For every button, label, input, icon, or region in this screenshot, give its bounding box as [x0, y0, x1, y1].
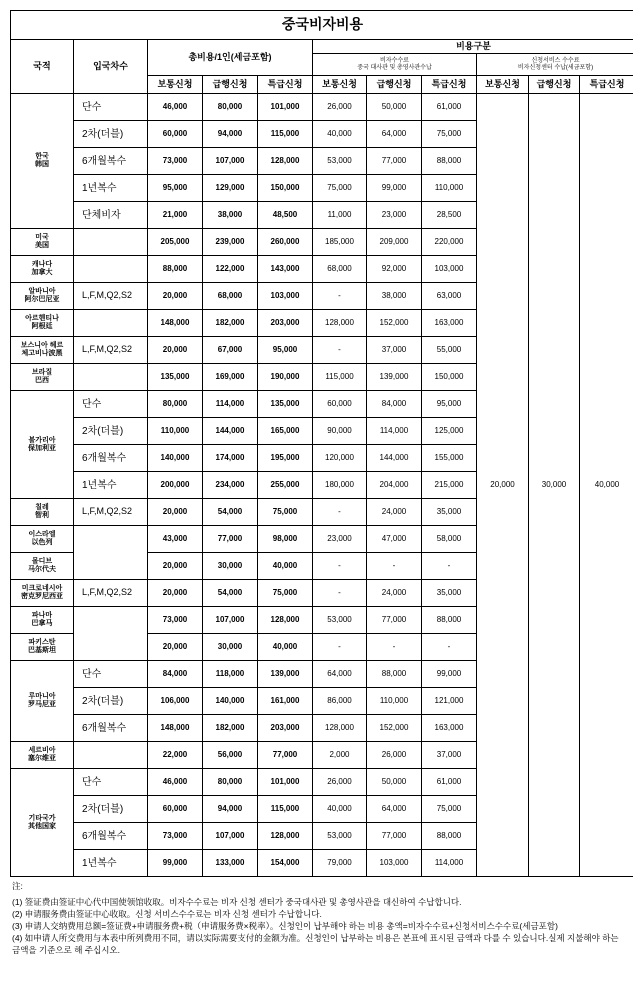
entry-type-cell: 1년복수: [74, 850, 148, 877]
notes-heading: 注:: [12, 881, 23, 891]
country-cell: [11, 526, 74, 553]
visa-fee-urgent-cell: 88,000: [422, 148, 477, 175]
country-name-zh: 马尔代夫: [28, 566, 56, 573]
total-urgent-cell: 143,000: [258, 256, 313, 283]
visa-fee-express-cell: 77,000: [367, 607, 422, 634]
visa-fee-express-cell: 88,000: [367, 661, 422, 688]
total-express-cell: 234,000: [203, 472, 258, 499]
total-express-cell: 54,000: [203, 580, 258, 607]
entry-type-cell: 6개월복수: [74, 148, 148, 175]
visa-fee-urgent-cell: 35,000: [422, 499, 477, 526]
total-urgent-cell: 103,000: [258, 283, 313, 310]
total-express-cell: 94,000: [203, 121, 258, 148]
country-cell: [11, 256, 74, 283]
header-total-express: 급행신청: [203, 76, 258, 94]
header-service-express: 급행신청: [529, 76, 580, 94]
country-name-zh: 巴基斯坦: [28, 647, 56, 654]
country-cell: [11, 607, 74, 634]
visa-fee-express-cell: 144,000: [367, 445, 422, 472]
service-fee-urgent-cell: 40,000: [580, 94, 633, 877]
service-fee-note: 비자신청센터 수납(세금포함): [517, 64, 594, 71]
visa-fee-normal-cell: 53,000: [313, 148, 367, 175]
country-name-zh: 加拿大: [31, 269, 53, 276]
visa-fee-urgent-cell: 63,000: [422, 283, 477, 310]
country-cell: [11, 742, 74, 769]
total-express-cell: 122,000: [203, 256, 258, 283]
total-express-cell: 80,000: [203, 94, 258, 121]
header-service-normal: 보통신청: [477, 76, 529, 94]
visa-fee-urgent-cell: 99,000: [422, 661, 477, 688]
total-normal-cell: 20,000: [148, 337, 203, 364]
header-service-fee: [477, 54, 633, 76]
service-fee-normal-cell: 20,000: [477, 94, 529, 877]
total-normal-cell: 20,000: [148, 580, 203, 607]
entry-type-cell: 2차(더블): [74, 418, 148, 445]
note-item: (2) 申请服务费由签证中心收取。신청 서비스수수료는 비자 신청 센터가 수납합니다.: [12, 909, 322, 919]
total-express-cell: 77,000: [203, 526, 258, 553]
visa-fee-urgent-cell: 163,000: [422, 310, 477, 337]
visa-fee-normal-cell: 75,000: [313, 175, 367, 202]
country-name-zh: 其他国家: [28, 822, 56, 830]
total-normal-cell: 46,000: [148, 94, 203, 121]
visa-fee-normal-cell: 64,000: [313, 661, 367, 688]
total-urgent-cell: 101,000: [258, 769, 313, 796]
entry-type-cell: 2차(더블): [74, 796, 148, 823]
country-name-zh: 以色列: [31, 539, 53, 546]
total-urgent-cell: 128,000: [258, 823, 313, 850]
header-visa-express: 급행신청: [367, 76, 422, 94]
total-express-cell: 107,000: [203, 823, 258, 850]
total-express-cell: 30,000: [203, 553, 258, 580]
country-name-zh: 체고비나波黑: [21, 350, 63, 357]
total-urgent-cell: 75,000: [258, 580, 313, 607]
header-total-normal: 보통신청: [148, 76, 203, 94]
country-name-zh: 保加利亚: [28, 444, 56, 452]
country-name-ko: 이스라엘: [28, 531, 56, 539]
header-service-urgent: 특급신청: [580, 76, 633, 94]
entry-type-cell: L,F,M,Q2,S2: [74, 337, 148, 364]
service-fee-express-cell: 30,000: [529, 94, 580, 877]
total-normal-cell: 20,000: [148, 634, 203, 661]
total-express-cell: 174,000: [203, 445, 258, 472]
total-normal-cell: 140,000: [148, 445, 203, 472]
country-name-ko: 칠레: [35, 504, 49, 512]
entry-type-cell: [74, 310, 148, 337]
country-name-ko: 알바니아: [28, 288, 56, 296]
fee-table-body: [11, 94, 633, 877]
country-name-zh: 韩国: [35, 161, 49, 168]
entry-type-cell: 단체비자: [74, 202, 148, 229]
country-cell: [11, 310, 74, 337]
visa-fee-express-cell: 77,000: [367, 823, 422, 850]
entry-type-cell: 2차(더블): [74, 121, 148, 148]
country-name-zh: 巴西: [35, 377, 49, 384]
country-cell: [11, 391, 74, 499]
country-cell: [11, 364, 74, 391]
entry-type-cell: 2차(더블): [74, 688, 148, 715]
visa-fee-normal-cell: 26,000: [313, 94, 367, 121]
visa-fee-urgent-cell: 35,000: [422, 580, 477, 607]
visa-fee-urgent-cell: 125,000: [422, 418, 477, 445]
visa-fee-normal-cell: 128,000: [313, 715, 367, 742]
total-urgent-cell: 128,000: [258, 607, 313, 634]
total-express-cell: 68,000: [203, 283, 258, 310]
total-express-cell: 239,000: [203, 229, 258, 256]
visa-fee-urgent-cell: -: [422, 634, 477, 661]
visa-fee-normal-cell: 2,000: [313, 742, 367, 769]
country-cell: [11, 229, 74, 256]
total-express-cell: 56,000: [203, 742, 258, 769]
total-urgent-cell: 139,000: [258, 661, 313, 688]
note-item: (1) 签证费由签证中心代中国使领馆收取。비자수수료는 비자 신청 센터가 중국대사관 및 총영사관을 대신하여 수납합니다.: [12, 897, 462, 907]
country-name-ko: 캐나다: [31, 261, 53, 269]
visa-fee-normal-cell: 53,000: [313, 607, 367, 634]
total-urgent-cell: 115,000: [258, 121, 313, 148]
country-cell: [11, 337, 74, 364]
header-visa-urgent: 특급신청: [422, 76, 477, 94]
total-urgent-cell: 40,000: [258, 634, 313, 661]
visa-fee-label: 비자수수료: [380, 57, 409, 64]
country-name-zh: 阿尔巴尼亚: [24, 296, 60, 303]
country-name-ko: 미크로네시아: [21, 585, 63, 593]
country-cell: [11, 661, 74, 742]
total-normal-cell: 20,000: [148, 553, 203, 580]
total-urgent-cell: 165,000: [258, 418, 313, 445]
country-name-zh: 罗马尼亚: [28, 701, 56, 708]
visa-fee-express-cell: 47,000: [367, 526, 422, 553]
visa-fee-normal-cell: 53,000: [313, 823, 367, 850]
entry-type-cell: [74, 607, 148, 661]
country-name-zh: 塞尔维亚: [28, 755, 56, 762]
visa-fee-express-cell: 92,000: [367, 256, 422, 283]
visa-fee-express-cell: 24,000: [367, 499, 422, 526]
visa-fee-normal-cell: 40,000: [313, 121, 367, 148]
visa-fee-express-cell: 64,000: [367, 121, 422, 148]
total-urgent-cell: 150,000: [258, 175, 313, 202]
visa-fee-express-cell: 84,000: [367, 391, 422, 418]
visa-fee-normal-cell: -: [313, 580, 367, 607]
total-normal-cell: 20,000: [148, 499, 203, 526]
entry-type-cell: [74, 256, 148, 283]
entry-type-cell: 6개월복수: [74, 445, 148, 472]
entry-type-cell: L,F,M,Q2,S2: [74, 580, 148, 607]
country-name-ko: 브라질: [31, 369, 53, 377]
total-normal-cell: 110,000: [148, 418, 203, 445]
country-name-ko: 파키스탄: [28, 639, 56, 647]
visa-fee-normal-cell: 60,000: [313, 391, 367, 418]
total-urgent-cell: 48,500: [258, 202, 313, 229]
total-urgent-cell: 75,000: [258, 499, 313, 526]
header-total-urgent: 특급신청: [258, 76, 313, 94]
visa-fee-express-cell: 23,000: [367, 202, 422, 229]
entry-type-cell: 단수: [74, 661, 148, 688]
visa-fee-normal-cell: -: [313, 499, 367, 526]
visa-fee-urgent-cell: 95,000: [422, 391, 477, 418]
total-express-cell: 144,000: [203, 418, 258, 445]
total-express-cell: 30,000: [203, 634, 258, 661]
entry-type-cell: L,F,M,Q2,S2: [74, 283, 148, 310]
visa-fee-urgent-cell: 150,000: [422, 364, 477, 391]
total-urgent-cell: 255,000: [258, 472, 313, 499]
visa-fee-normal-cell: -: [313, 337, 367, 364]
visa-fee-urgent-cell: 75,000: [422, 121, 477, 148]
country-name-ko: 루마니아: [28, 693, 56, 701]
total-normal-cell: 73,000: [148, 148, 203, 175]
country-name-ko: 한국: [35, 153, 49, 161]
country-name-ko: 몰디브: [31, 558, 53, 566]
visa-fee-normal-cell: 115,000: [313, 364, 367, 391]
total-normal-cell: 20,000: [148, 283, 203, 310]
total-normal-cell: 60,000: [148, 796, 203, 823]
total-express-cell: 67,000: [203, 337, 258, 364]
visa-fee-normal-cell: 23,000: [313, 526, 367, 553]
visa-fee-express-cell: 26,000: [367, 742, 422, 769]
visa-fee-express-cell: -: [367, 634, 422, 661]
visa-fee-normal-cell: 180,000: [313, 472, 367, 499]
total-express-cell: 107,000: [203, 607, 258, 634]
total-urgent-cell: 161,000: [258, 688, 313, 715]
country-name-ko: 세르비아: [28, 747, 56, 755]
total-urgent-cell: 77,000: [258, 742, 313, 769]
total-express-cell: 38,000: [203, 202, 258, 229]
total-normal-cell: 200,000: [148, 472, 203, 499]
total-urgent-cell: 154,000: [258, 850, 313, 877]
visa-fee-normal-cell: 90,000: [313, 418, 367, 445]
visa-fee-express-cell: 152,000: [367, 715, 422, 742]
total-express-cell: 118,000: [203, 661, 258, 688]
entry-type-cell: [74, 742, 148, 769]
country-cell: [11, 553, 74, 580]
entry-type-cell: [74, 364, 148, 391]
visa-fee-normal-cell: 86,000: [313, 688, 367, 715]
visa-fee-urgent-cell: 110,000: [422, 175, 477, 202]
note-item: (3) 申请人交纳费用总额=签证费+申请服务费+税（申请服务费×税率）。신청인이 납부해야 하는 비용 총액=비자수수료+신청서비스수수료(세금포함): [12, 921, 558, 931]
country-name-zh: 智利: [35, 512, 49, 519]
total-urgent-cell: 135,000: [258, 391, 313, 418]
visa-fee-normal-cell: 120,000: [313, 445, 367, 472]
visa-fee-normal-cell: 26,000: [313, 769, 367, 796]
visa-fee-express-cell: 99,000: [367, 175, 422, 202]
total-express-cell: 182,000: [203, 310, 258, 337]
total-normal-cell: 205,000: [148, 229, 203, 256]
country-cell: [11, 283, 74, 310]
country-cell: [11, 94, 74, 229]
visa-fee-urgent-cell: 28,500: [422, 202, 477, 229]
country-name-ko: 파나마: [31, 612, 53, 620]
total-urgent-cell: 128,000: [258, 148, 313, 175]
entry-type-cell: 6개월복수: [74, 823, 148, 850]
total-urgent-cell: 203,000: [258, 715, 313, 742]
service-fee-label: 신청서비스 수수료: [531, 57, 580, 64]
country-cell: [11, 769, 74, 877]
visa-fee-urgent-cell: 220,000: [422, 229, 477, 256]
visa-fee-urgent-cell: 37,000: [422, 742, 477, 769]
total-normal-cell: 73,000: [148, 607, 203, 634]
entry-type-cell: 1년복수: [74, 175, 148, 202]
visa-fee-urgent-cell: 61,000: [422, 769, 477, 796]
visa-fee-urgent-cell: 155,000: [422, 445, 477, 472]
visa-fee-express-cell: 209,000: [367, 229, 422, 256]
visa-fee-normal-cell: -: [313, 553, 367, 580]
visa-fee-urgent-cell: 61,000: [422, 94, 477, 121]
visa-fee-express-cell: 50,000: [367, 769, 422, 796]
entry-type-cell: [74, 526, 148, 580]
total-urgent-cell: 101,000: [258, 94, 313, 121]
notes-section: [12, 880, 624, 956]
table-title: 중국비자비용: [11, 11, 633, 40]
table-row: [11, 94, 633, 121]
country-name-ko: 불가리아: [28, 436, 56, 444]
visa-fee-express-cell: 204,000: [367, 472, 422, 499]
visa-fee-express-cell: 24,000: [367, 580, 422, 607]
total-normal-cell: 106,000: [148, 688, 203, 715]
entry-type-cell: 단수: [74, 94, 148, 121]
visa-fee-normal-cell: 79,000: [313, 850, 367, 877]
country-name-ko: 미국: [35, 234, 49, 242]
visa-fee-normal-cell: 68,000: [313, 256, 367, 283]
visa-fee-express-cell: 37,000: [367, 337, 422, 364]
total-normal-cell: 95,000: [148, 175, 203, 202]
country-name-zh: 阿根廷: [31, 323, 53, 330]
visa-fee-note: 중국 대사관 및 총영사관수납: [357, 64, 432, 71]
visa-fee-urgent-cell: 163,000: [422, 715, 477, 742]
total-express-cell: 140,000: [203, 688, 258, 715]
visa-fee-urgent-cell: 121,000: [422, 688, 477, 715]
header-breakdown: 비용구분: [313, 40, 633, 54]
entry-type-cell: 1년복수: [74, 472, 148, 499]
entry-type-cell: 단수: [74, 391, 148, 418]
total-normal-cell: 99,000: [148, 850, 203, 877]
visa-fee-express-cell: 103,000: [367, 850, 422, 877]
total-normal-cell: 22,000: [148, 742, 203, 769]
total-urgent-cell: 95,000: [258, 337, 313, 364]
visa-fee-express-cell: -: [367, 553, 422, 580]
header-visa-fee: [313, 54, 477, 76]
country-name-ko: 기타국가: [28, 814, 56, 822]
visa-fee-urgent-cell: -: [422, 553, 477, 580]
visa-fee-express-cell: 38,000: [367, 283, 422, 310]
visa-fee-urgent-cell: 215,000: [422, 472, 477, 499]
visa-fee-normal-cell: 185,000: [313, 229, 367, 256]
total-normal-cell: 21,000: [148, 202, 203, 229]
visa-fee-express-cell: 152,000: [367, 310, 422, 337]
total-urgent-cell: 203,000: [258, 310, 313, 337]
visa-fee-normal-cell: 128,000: [313, 310, 367, 337]
visa-fee-urgent-cell: 103,000: [422, 256, 477, 283]
total-normal-cell: 60,000: [148, 121, 203, 148]
total-urgent-cell: 98,000: [258, 526, 313, 553]
visa-fee-urgent-cell: 88,000: [422, 823, 477, 850]
visa-fee-express-cell: 64,000: [367, 796, 422, 823]
total-normal-cell: 88,000: [148, 256, 203, 283]
entry-type-cell: L,F,M,Q2,S2: [74, 499, 148, 526]
country-name-zh: 巴拿马: [31, 620, 53, 627]
total-normal-cell: 148,000: [148, 310, 203, 337]
total-urgent-cell: 40,000: [258, 553, 313, 580]
total-express-cell: 169,000: [203, 364, 258, 391]
total-express-cell: 107,000: [203, 148, 258, 175]
country-name-zh: 密克罗尼西亚: [21, 593, 63, 600]
visa-fee-urgent-cell: 75,000: [422, 796, 477, 823]
total-urgent-cell: 195,000: [258, 445, 313, 472]
total-express-cell: 182,000: [203, 715, 258, 742]
visa-fee-express-cell: 114,000: [367, 418, 422, 445]
visa-fee-express-cell: 110,000: [367, 688, 422, 715]
total-normal-cell: 73,000: [148, 823, 203, 850]
total-normal-cell: 43,000: [148, 526, 203, 553]
visa-fee-express-cell: 77,000: [367, 148, 422, 175]
country-name-zh: 美国: [35, 242, 49, 249]
header-total: 총비용/1인(세금포함): [148, 40, 313, 76]
country-cell: [11, 499, 74, 526]
entry-type-cell: 단수: [74, 769, 148, 796]
total-normal-cell: 80,000: [148, 391, 203, 418]
entry-type-cell: 6개월복수: [74, 715, 148, 742]
total-urgent-cell: 115,000: [258, 796, 313, 823]
visa-fee-urgent-cell: 55,000: [422, 337, 477, 364]
visa-fee-normal-cell: 11,000: [313, 202, 367, 229]
total-normal-cell: 135,000: [148, 364, 203, 391]
header-entries: 입국차수: [74, 40, 148, 94]
visa-fee-urgent-cell: 114,000: [422, 850, 477, 877]
total-urgent-cell: 260,000: [258, 229, 313, 256]
visa-fee-normal-cell: -: [313, 283, 367, 310]
visa-fee-table: [10, 10, 633, 877]
entry-type-cell: [74, 229, 148, 256]
country-name-ko: 아르헨티나: [25, 315, 59, 323]
total-normal-cell: 46,000: [148, 769, 203, 796]
total-express-cell: 54,000: [203, 499, 258, 526]
total-express-cell: 114,000: [203, 391, 258, 418]
country-name-ko: 보스니아 헤르: [20, 342, 64, 350]
header-nationality: 국적: [11, 40, 74, 94]
total-urgent-cell: 190,000: [258, 364, 313, 391]
visa-fee-express-cell: 139,000: [367, 364, 422, 391]
note-item: (4) 如申请人所交费用与本表中所列费用不同，请以实际需要支付的金额为准。신청인이 납부하는 비용은 본표에 표시된 금액과 다를 수 있습니다.실제 지불해야 하는 금액을 기준으로 해 주십시오.: [12, 933, 619, 955]
total-normal-cell: 84,000: [148, 661, 203, 688]
visa-fee-normal-cell: -: [313, 634, 367, 661]
total-express-cell: 80,000: [203, 769, 258, 796]
total-express-cell: 94,000: [203, 796, 258, 823]
visa-fee-express-cell: 50,000: [367, 94, 422, 121]
total-express-cell: 133,000: [203, 850, 258, 877]
header-visa-normal: 보통신청: [313, 76, 367, 94]
visa-fee-normal-cell: 40,000: [313, 796, 367, 823]
visa-fee-urgent-cell: 88,000: [422, 607, 477, 634]
country-cell: [11, 580, 74, 607]
total-normal-cell: 148,000: [148, 715, 203, 742]
country-cell: [11, 634, 74, 661]
visa-fee-urgent-cell: 58,000: [422, 526, 477, 553]
total-express-cell: 129,000: [203, 175, 258, 202]
